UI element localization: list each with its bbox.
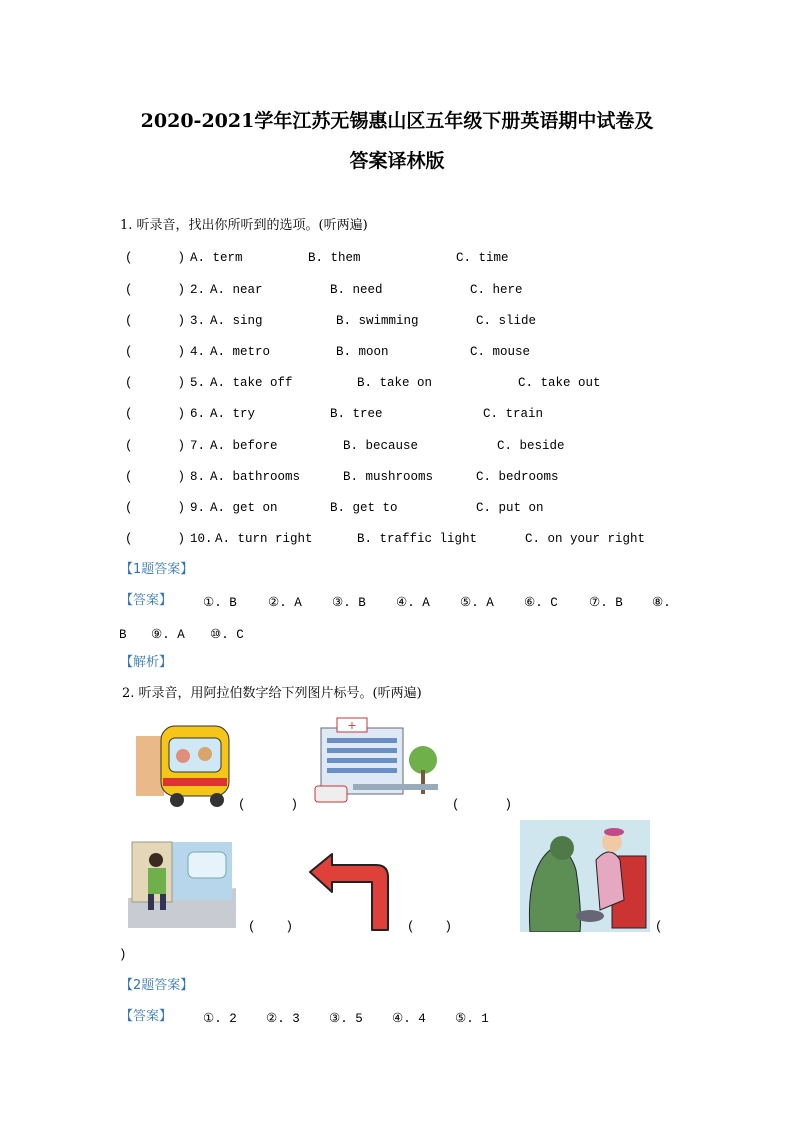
answer-blank[interactable]: ( ) [125,376,186,390]
q1-answer-2: ②. A [268,596,302,610]
q1-answer-7: ⑦. B [589,596,623,610]
doc-title-line1: 2020-2021学年江苏无锡惠山区五年级下册英语期中试卷及 [140,110,654,132]
option-c: C. here [470,283,523,297]
doc-title-line2: 答案译林版 [349,150,445,172]
hospital-image [313,716,438,808]
option-a: A. try [210,407,256,421]
option-b: B. because [343,439,419,453]
question-number: 7. [190,439,206,453]
option-a: A. turn right [215,532,313,546]
q2-answer-3: ③. 5 [329,1012,363,1026]
q2-answer-4: ④. 4 [392,1012,426,1026]
answer-blank[interactable]: ( ) [125,407,186,421]
q2-answer-1: ①. 2 [203,1012,237,1026]
q2-answer-heading: 【2题答案】 [120,978,194,993]
bus-animals-image [133,716,233,808]
svg-text:+: + [347,719,357,732]
question-number: 5. [190,376,206,390]
option-a: A. take off [210,376,293,390]
option-c: C. take out [518,376,601,390]
answer-blank[interactable]: ( ) [125,251,186,265]
women-seat-image [520,820,650,932]
answer-blank[interactable]: ( ) [125,532,186,546]
option-a: A. metro [210,345,271,359]
q1-answer-8-value: B [119,628,127,642]
answer-blank[interactable]: ( ) [125,501,186,515]
option-a: A. near [210,283,263,297]
question-number: 10. [190,532,213,546]
answer-blank[interactable]: ( ) [125,283,186,297]
question-number: 2. [190,283,206,297]
question-number: 3. [190,314,206,328]
answer-blank[interactable]: ( ) [125,470,186,484]
q1-prompt: 1. 听录音，找出你所听到的选项。(听两遍) [120,218,368,233]
q1-answer-1: ①. B [203,596,237,610]
q1-answer-label: 【答案】 [120,593,173,608]
turn-left-arrow-image [306,850,392,932]
q1-answer-5: ⑤. A [460,596,494,610]
option-a: A. before [210,439,278,453]
q1-answer-9: ⑨. A [151,628,185,642]
question-number: 4. [190,345,206,359]
option-c: C. put on [476,501,544,515]
answer-blank[interactable]: ( ) [125,314,186,328]
q2-answer-blank-2[interactable]: ( ) [452,798,513,812]
option-b: B. take on [357,376,433,390]
q1-answer-10: ⑩. C [210,628,244,642]
question-number: 9. [190,501,206,515]
option-c: C. slide [476,314,537,328]
option-b: B. them [308,251,361,265]
option-a: A. get on [210,501,278,515]
option-b: B. moon [336,345,389,359]
option-c: C. train [483,407,544,421]
question-number: 6. [190,407,206,421]
option-c: C. beside [497,439,565,453]
q2-answer-blank-3[interactable]: ( ) [248,920,294,934]
option-c: C. time [456,251,509,265]
q1-analysis-label: 【解析】 [120,655,173,670]
q1-answer-4: ④. A [396,596,430,610]
q2-answer-blank-5-close: ) [119,948,127,962]
option-b: B. tree [330,407,383,421]
option-a: A. term [190,251,243,265]
metro-passenger-image [128,838,236,928]
option-b: B. need [330,283,383,297]
option-a: A. bathrooms [210,470,301,484]
option-c: C. mouse [470,345,531,359]
option-b: B. traffic light [357,532,478,546]
q2-answer-blank-1[interactable]: ( ) [238,798,299,812]
q1-answer-heading: 【1题答案】 [120,562,194,577]
q2-answer-label: 【答案】 [120,1009,173,1024]
answer-blank[interactable]: ( ) [125,439,186,453]
option-a: A. sing [210,314,263,328]
option-b: B. swimming [336,314,419,328]
q1-answer-8: ⑧. [652,596,671,610]
option-c: C. bedrooms [476,470,559,484]
q2-answer-2: ②. 3 [266,1012,300,1026]
q2-answer-blank-5-open[interactable]: ( [655,920,663,934]
q2-answer-blank-4[interactable]: ( ) [407,920,453,934]
q2-prompt: 2. 听录音，用阿拉伯数字给下列图片标号。(听两遍) [122,686,422,701]
option-b: B. get to [330,501,398,515]
option-c: C. on your right [525,532,646,546]
answer-blank[interactable]: ( ) [125,345,186,359]
option-b: B. mushrooms [343,470,434,484]
question-number: 8. [190,470,206,484]
q1-answer-3: ③. B [332,596,366,610]
q2-answer-5: ⑤. 1 [455,1012,489,1026]
q1-answer-6: ⑥. C [524,596,558,610]
